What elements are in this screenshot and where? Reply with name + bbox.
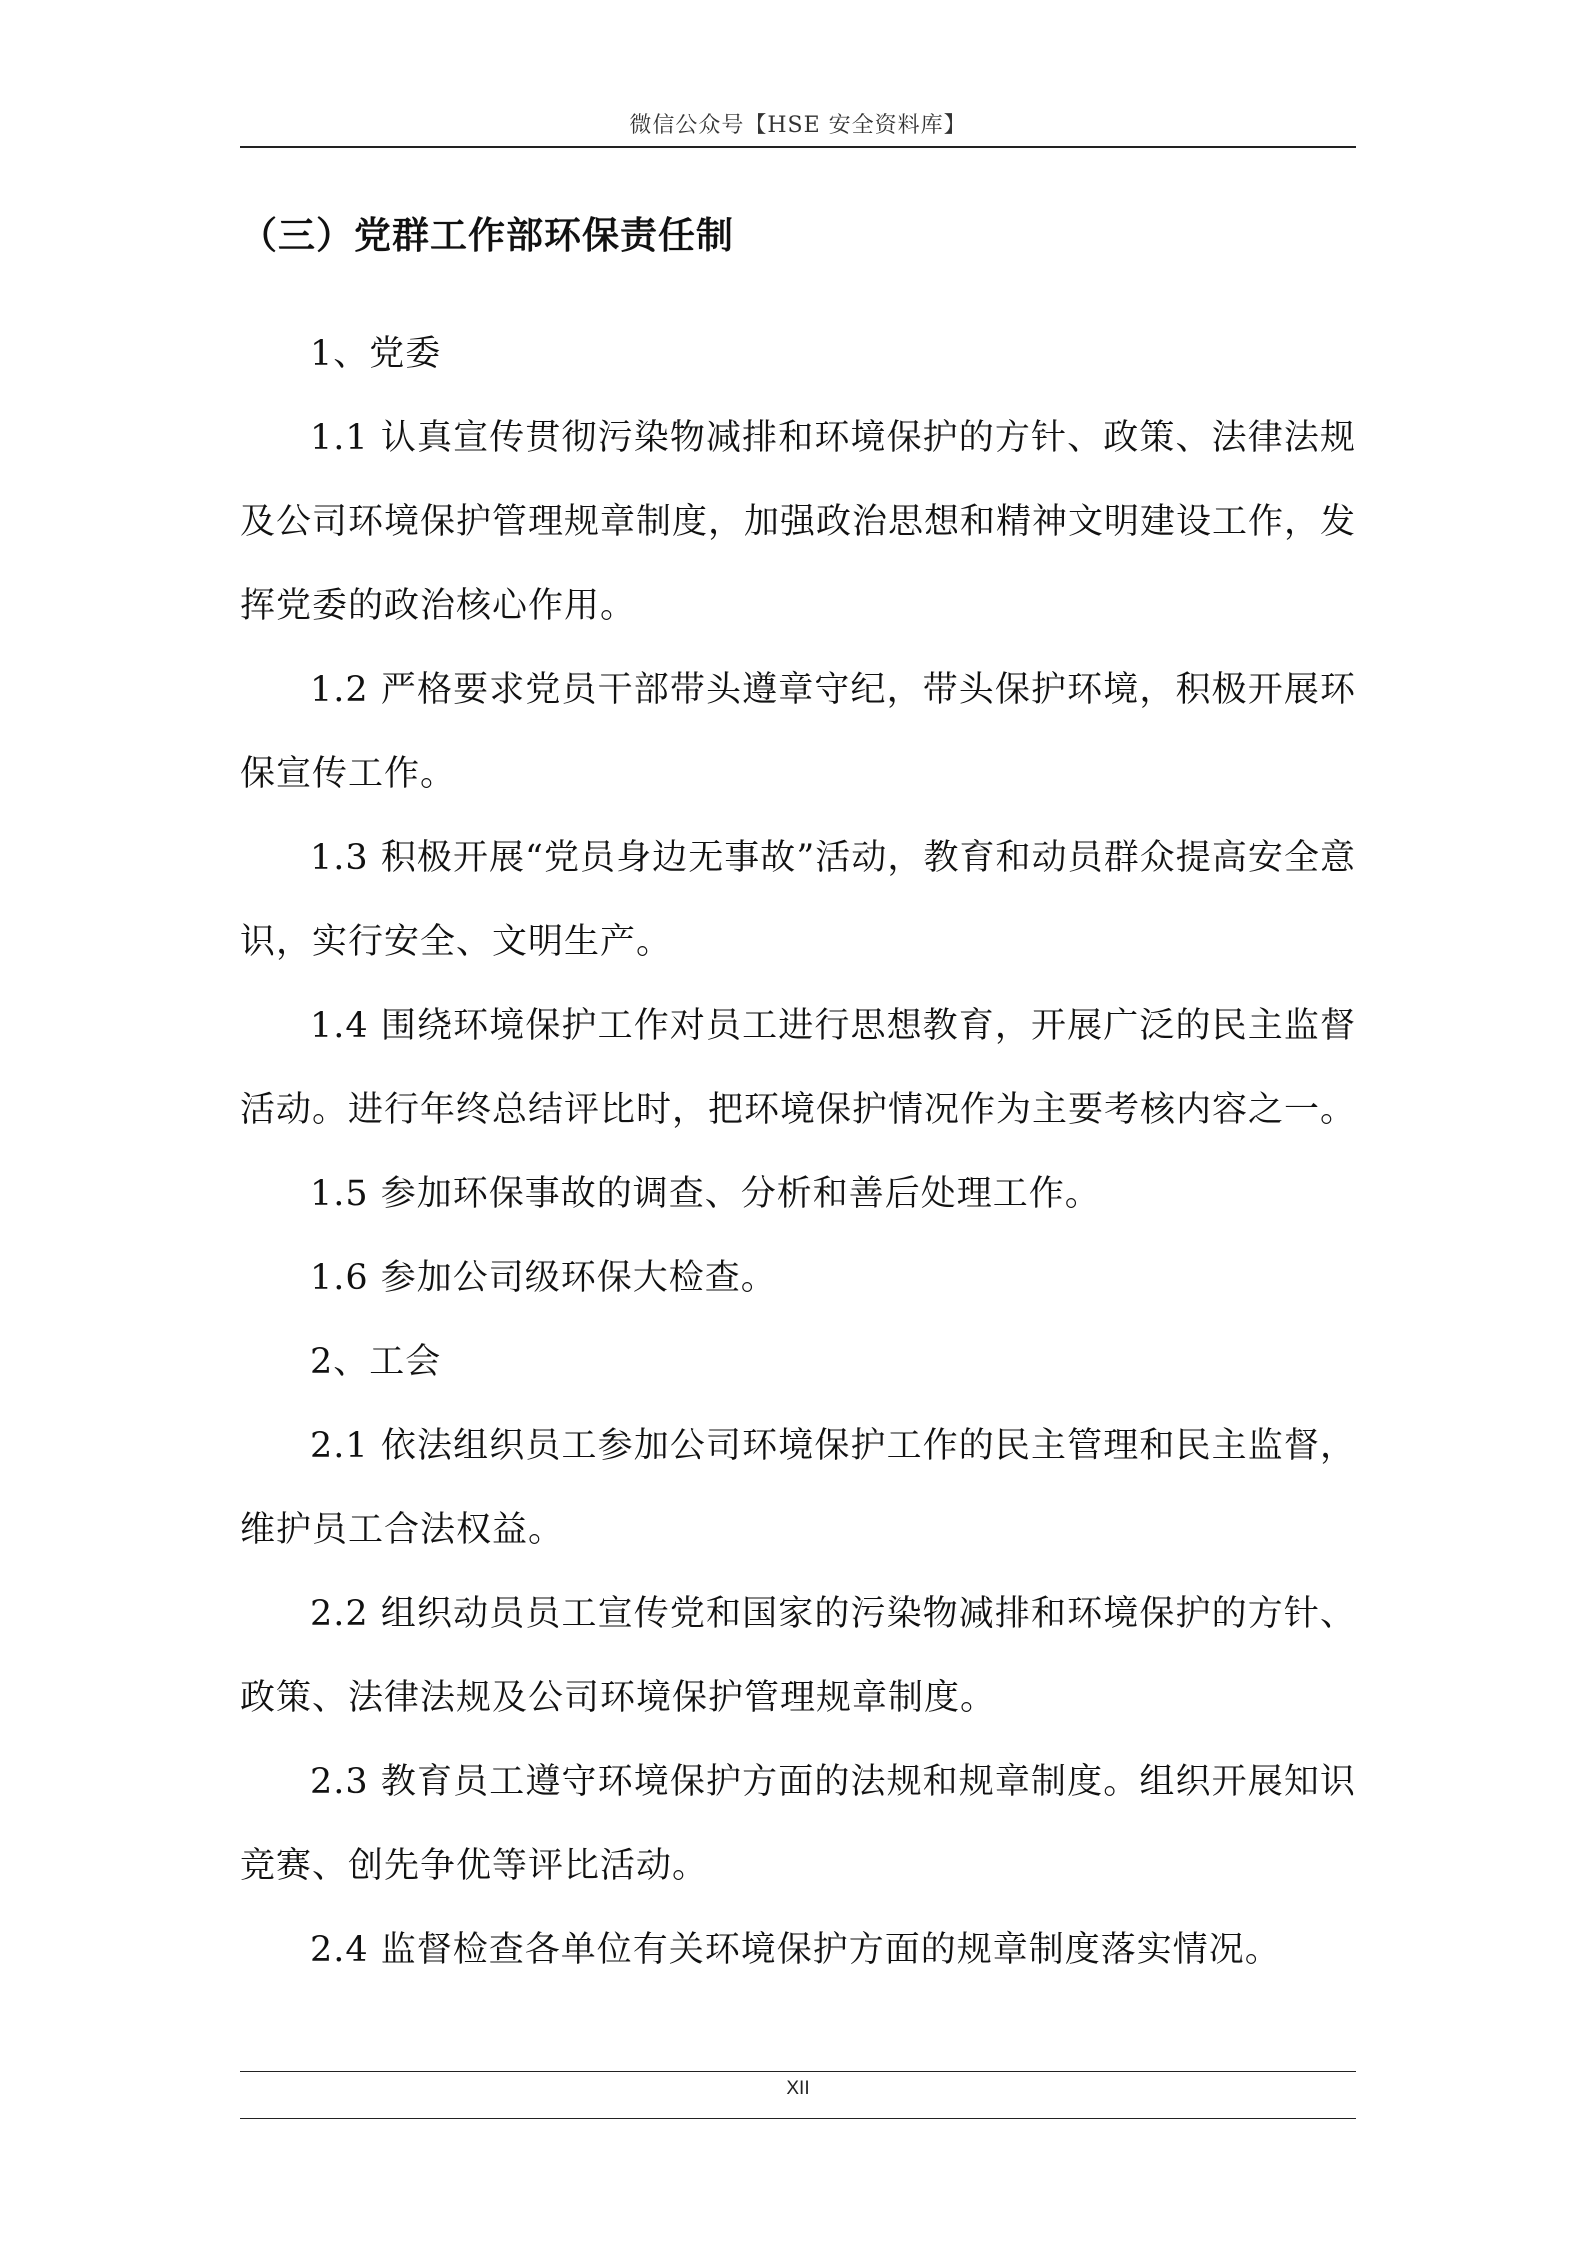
section-heading-labor-union: 2、工会 — [310, 1342, 442, 1382]
footer-divider-bottom — [240, 2118, 1356, 2119]
paragraph-2-4: 2.4 监督检查各单位有关环境保护方面的规章制度落实情况。 — [310, 1930, 1281, 1970]
document-title: （三）党群工作部环保责任制 — [240, 213, 734, 257]
header-divider — [240, 146, 1356, 148]
paragraph-2-3: 2.3 教育员工遵守环境保护方面的法规和规章制度。组织开展知识竞赛、创先争优等评比活动。 — [240, 1762, 1356, 1886]
document-body — [240, 312, 1356, 1992]
paragraph-1-5: 1.5 参加环保事故的调查、分析和善后处理工作。 — [310, 1174, 1101, 1214]
section-heading-party-committee: 1、党委 — [310, 334, 442, 374]
paragraph-1-1: 1.1 认真宣传贯彻污染物减排和环境保护的方针、政策、法律法规及公司环境保护管理规章制度，加强政治思想和精神文明建设工作，发挥党委的政治核心作用。 — [240, 418, 1357, 626]
paragraph-1-4: 1.4 围绕环境保护工作对员工进行思想教育，开展广泛的民主监督活动。进行年终总结评比时，把环境保护情况作为主要考核内容之一。 — [240, 1006, 1357, 1130]
paragraph-2-1: 2.1 依法组织员工参加公司环境保护工作的民主管理和民主监督，维护员工合法权益。 — [240, 1426, 1356, 1550]
page-header: 微信公众号【HSE 安全资料库】 — [629, 113, 967, 138]
page-number: XII — [786, 2078, 810, 2099]
paragraph-1-3: 1.3 积极开展“党员身边无事故”活动，教育和动员群众提高安全意识，实行安全、文明生产。 — [240, 838, 1356, 962]
footer-divider-top — [240, 2071, 1356, 2072]
paragraph-1-6: 1.6 参加公司级环保大检查。 — [310, 1258, 777, 1298]
paragraph-2-2: 2.2 组织动员员工宣传党和国家的污染物减排和环境保护的方针、政策、法律法规及公司环境保护管理规章制度。 — [240, 1594, 1356, 1718]
paragraph-1-2: 1.2 严格要求党员干部带头遵章守纪，带头保护环境，积极开展环保宣传工作。 — [240, 670, 1356, 794]
